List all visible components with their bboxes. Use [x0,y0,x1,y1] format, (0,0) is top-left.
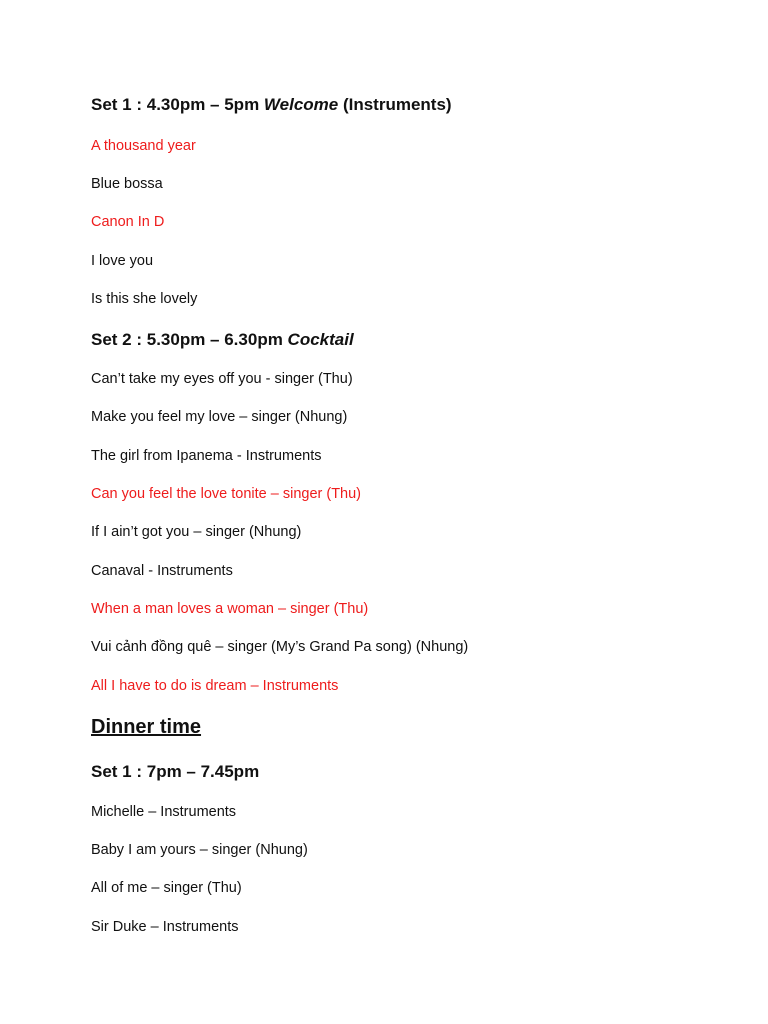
list-item: Sir Duke – Instruments [91,919,239,935]
list-item: When a man loves a woman – singer (Thu) [91,601,369,617]
list-item: Michelle – Instruments [91,804,237,820]
list-item: A thousand year [91,138,196,154]
set1-heading: Set 1 : 4.30pm – 5pm Welcome (Instruments) [91,95,452,114]
list-item: I love you [91,253,154,269]
set2-theme: Cocktail [287,330,354,349]
list-item: Canaval - Instruments [91,563,233,579]
dinner-set1-heading: Set 1 : 7pm – 7.45pm [91,762,260,781]
list-item: Can you feel the love tonite – singer (Thu) [91,486,362,502]
list-item: All I have to do is dream – Instruments [91,678,339,694]
list-item: Blue bossa [91,176,163,192]
list-item: If I ain’t got you – singer (Nhung) [91,524,302,540]
list-item: All of me – singer (Thu) [91,880,242,896]
list-item: Vui cảnh đồng quê – singer (My’s Grand Pa song) (Nhung) [91,639,469,655]
set2-heading: Set 2 : 5.30pm – 6.30pm Cocktail [91,330,354,349]
set1-theme: Welcome [263,95,339,114]
list-item: Is this she lovely [91,291,198,307]
list-item: Can’t take my eyes off you - singer (Thu) [91,371,353,387]
list-item: Baby I am yours – singer (Nhung) [91,842,308,858]
list-item: The girl from Ipanema - Instruments [91,448,322,464]
list-item: Make you feel my love – singer (Nhung) [91,409,348,425]
list-item: Canon In D [91,214,165,230]
dinner-title: Dinner time [91,716,202,738]
